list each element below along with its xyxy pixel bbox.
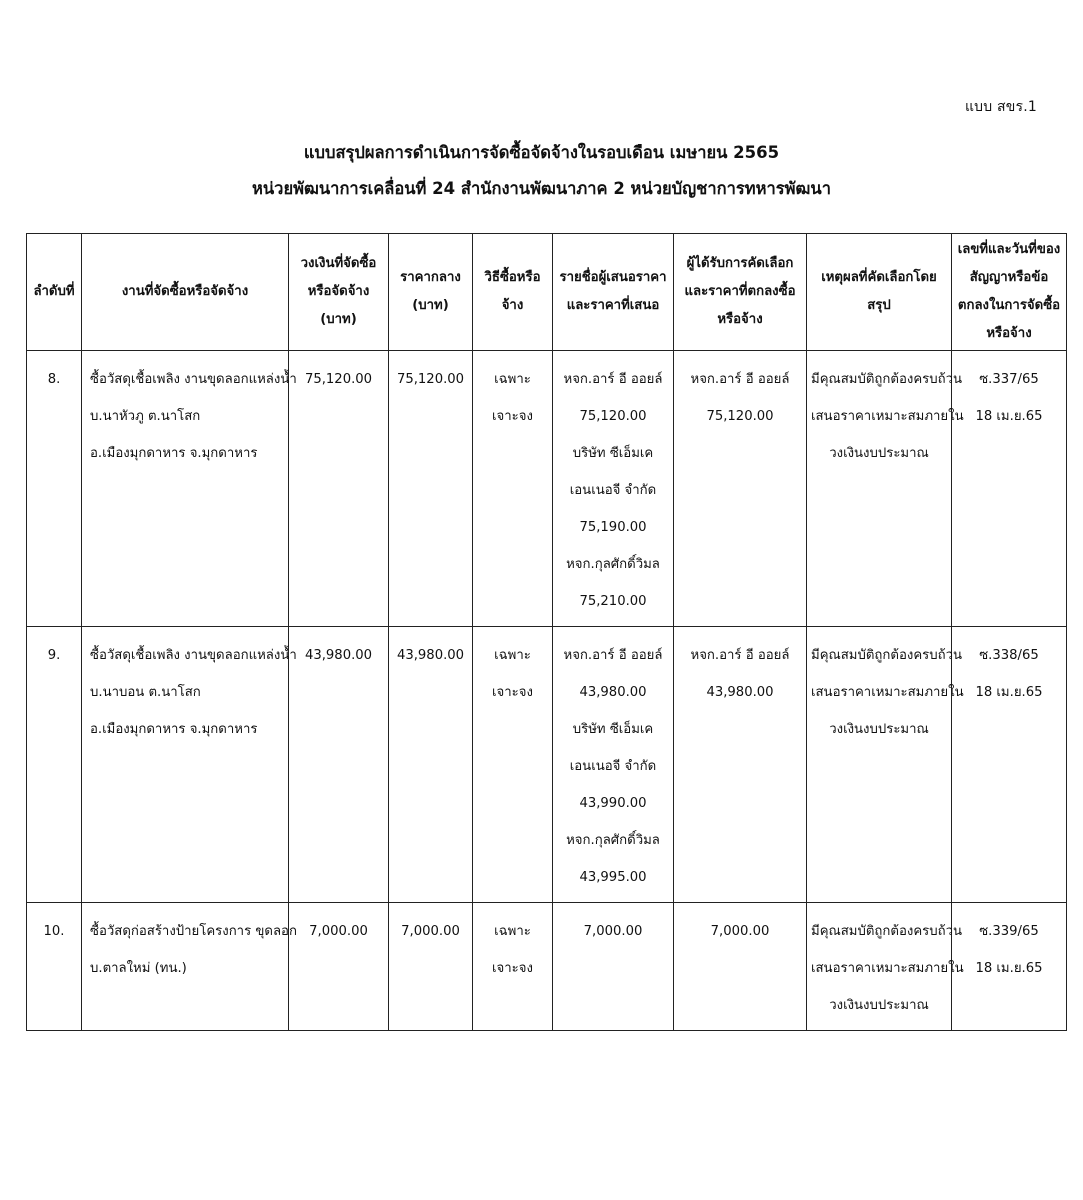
row-reason <box>807 627 964 903</box>
bidder-line: หจก.กุลศักดิ์วิมล <box>566 557 660 572</box>
row-reason <box>807 351 964 627</box>
bidder-line: 43,990.00 <box>579 796 647 811</box>
row-selected <box>674 627 807 903</box>
reason-line: มีคุณสมบัติถูกต้องครบถ้วน <box>811 372 962 387</box>
row-method: เฉพาะเจาะจง <box>473 351 553 627</box>
row-no: 8. <box>27 351 82 627</box>
header-method: วิธีซื้อหรือจ้าง <box>473 234 553 351</box>
reason-line: เสนอราคาเหมาะสมภายใน <box>811 409 964 424</box>
row-method: เฉพาะเจาะจง <box>473 903 553 1031</box>
document-title: แบบสรุปผลการดำเนินการจัดซื้อจัดจ้างในรอบเดือน เมษายน 2565 <box>303 143 780 162</box>
row-method: เฉพาะเจาะจง <box>473 627 553 903</box>
header-budget: วงเงินที่จัดซื้อหรือจัดจ้าง (บาท) <box>289 234 389 351</box>
header-contract: เลขที่และวันที่ของสัญญาหรือข้อตกลงในการจัดซื้อหรือจ้าง <box>952 234 1067 351</box>
row-median-price: 7,000.00 <box>389 903 473 1031</box>
header-selected: ผู้ได้รับการคัดเลือกและราคาที่ตกลงซื้อหรือจ้าง <box>674 234 807 351</box>
reason-line: มีคุณสมบัติถูกต้องครบถ้วน <box>811 924 962 939</box>
row-contract <box>952 351 1067 627</box>
row-item <box>82 903 297 1031</box>
procurement-summary-table <box>26 233 1067 1031</box>
bidder-line: 75,210.00 <box>579 594 647 609</box>
selected-line: 43,980.00 <box>706 685 774 700</box>
row-bidders <box>553 627 674 903</box>
item-line: อ.เมืองมุกดาหาร จ.มุกดาหาร <box>90 722 258 737</box>
item-line: ซื้อวัสดุเชื้อเพลิง งานขุดลอกแหล่งน้ำ <box>90 648 297 663</box>
table-row <box>27 351 1067 627</box>
row-median-price: 43,980.00 <box>389 627 473 903</box>
row-budget: 7,000.00 <box>289 903 389 1031</box>
bidder-line: บริษัท ซีเอ็มเค <box>572 446 654 461</box>
item-line: บ.ตาลใหม่ (ทน.) <box>90 961 187 976</box>
contract-line: ซ.339/65 <box>979 924 1039 939</box>
document-subtitle: หน่วยพัฒนาการเคลื่อนที่ 24 สำนักงานพัฒนาภาค 2 หน่วยบัญชาการทหารพัฒนา <box>252 179 831 198</box>
bidder-line: 75,190.00 <box>579 520 647 535</box>
bidder-line: หจก.อาร์ อี ออยล์ <box>563 372 663 387</box>
item-line: อ.เมืองมุกดาหาร จ.มุกดาหาร <box>90 446 258 461</box>
table-row <box>27 903 1067 1031</box>
row-no: 10. <box>27 903 82 1031</box>
row-bidders <box>553 903 674 1031</box>
selected-line: 7,000.00 <box>710 924 770 939</box>
selected-line: หจก.อาร์ อี ออยล์ <box>690 372 790 387</box>
selected-line: หจก.อาร์ อี ออยล์ <box>690 648 790 663</box>
header-no: ลำดับที่ <box>27 234 82 351</box>
row-selected <box>674 903 807 1031</box>
header-bidders: รายชื่อผู้เสนอราคาและราคาที่เสนอ <box>553 234 674 351</box>
bidder-line: 43,995.00 <box>579 870 647 885</box>
table-header-row <box>27 234 1067 351</box>
item-line: ซื้อวัสดุเชื้อเพลิง งานขุดลอกแหล่งน้ำ <box>90 372 297 387</box>
item-line: ซื้อวัสดุก่อสร้างป้ายโครงการ ขุดลอก <box>90 924 297 939</box>
row-item <box>82 351 297 627</box>
reason-line: เสนอราคาเหมาะสมภายใน <box>811 685 964 700</box>
contract-line: ซ.338/65 <box>979 648 1039 663</box>
contract-line: ซ.337/65 <box>979 372 1039 387</box>
header-reason: เหตุผลที่คัดเลือกโดยสรุป <box>807 234 952 351</box>
reason-line: เสนอราคาเหมาะสมภายใน <box>811 961 964 976</box>
reason-line: วงเงินงบประมาณ <box>829 722 929 737</box>
table-row <box>27 627 1067 903</box>
reason-line: มีคุณสมบัติถูกต้องครบถ้วน <box>811 648 962 663</box>
row-selected <box>674 351 807 627</box>
contract-line: 18 เม.ย.65 <box>975 409 1043 424</box>
form-code: แบบ สขร.1 <box>964 99 1037 115</box>
item-line: บ.นาหัวภู ต.นาโสก <box>90 409 201 424</box>
row-budget: 75,120.00 <box>289 351 389 627</box>
bidder-line: 7,000.00 <box>583 924 643 939</box>
row-contract <box>952 627 1067 903</box>
header-item: งานที่จัดซื้อหรือจัดจ้าง <box>82 234 289 351</box>
bidder-line: เอนเนอจี จำกัด <box>569 759 657 774</box>
bidder-line: บริษัท ซีเอ็มเค <box>572 722 654 737</box>
row-bidders <box>553 351 674 627</box>
selected-line: 75,120.00 <box>706 409 774 424</box>
row-item <box>82 627 297 903</box>
row-budget: 43,980.00 <box>289 627 389 903</box>
reason-line: วงเงินงบประมาณ <box>829 998 929 1013</box>
row-reason <box>807 903 964 1031</box>
row-no: 9. <box>27 627 82 903</box>
bidder-line: หจก.กุลศักดิ์วิมล <box>566 833 660 848</box>
bidder-line: 43,980.00 <box>579 685 647 700</box>
item-line: บ.นาบอน ต.นาโสก <box>90 685 201 700</box>
bidder-line: 75,120.00 <box>579 409 647 424</box>
row-median-price: 75,120.00 <box>389 351 473 627</box>
reason-line: วงเงินงบประมาณ <box>829 446 929 461</box>
row-contract <box>952 903 1067 1031</box>
contract-line: 18 เม.ย.65 <box>975 961 1043 976</box>
bidder-line: หจก.อาร์ อี ออยล์ <box>563 648 663 663</box>
header-median-price: ราคากลาง (บาท) <box>389 234 473 351</box>
contract-line: 18 เม.ย.65 <box>975 685 1043 700</box>
bidder-line: เอนเนอจี จำกัด <box>569 483 657 498</box>
